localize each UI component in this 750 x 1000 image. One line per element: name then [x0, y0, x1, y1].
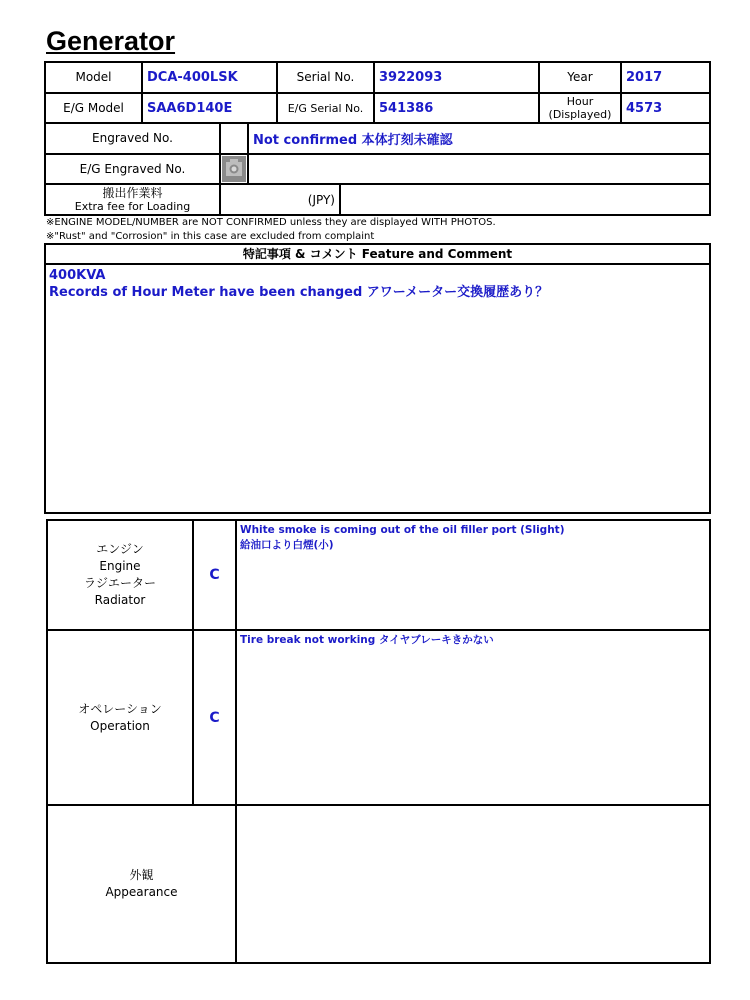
year-value: 2017 [621, 62, 710, 93]
operation-label [47, 630, 193, 805]
page-title: Generator [46, 26, 176, 56]
hour-label-line1: Hour [566, 95, 594, 108]
operation-en: Operation [90, 718, 150, 733]
operation-comment-line: Tire break not working タイヤブレーキきかない [240, 634, 494, 646]
eg-model-label: E/G Model [45, 93, 142, 123]
eg-engraved-label: E/G Engraved No. [45, 154, 220, 184]
hour-label [539, 93, 621, 123]
eg-engraved-photo-cell[interactable] [220, 154, 248, 184]
feature-header: 特記事項 & コメント Feature and Comment [45, 244, 710, 264]
feature-line-2: Records of Hour Meter have been changed アワーメーター交換履歴あり？ [49, 285, 549, 300]
loading-unit: (JPY) [307, 192, 335, 207]
model-label: Model [45, 62, 142, 93]
appearance-en: Appearance [105, 885, 178, 899]
feature-body [45, 264, 710, 513]
eg-serial-label: E/G Serial No. [277, 93, 374, 123]
eg-engraved-value [248, 154, 710, 184]
engine-en: Engine [99, 559, 141, 573]
feature-line-1: 400KVA [49, 268, 106, 283]
eg-serial-value: 541386 [374, 93, 539, 123]
loading-blank [340, 184, 710, 215]
hour-value: 4573 [621, 93, 710, 123]
engine-comment [236, 520, 710, 630]
serial-label: Serial No. [277, 62, 374, 93]
engine-grade: C [193, 520, 236, 630]
operation-grade: C [193, 630, 236, 805]
eg-model-value: SAA6D140E [142, 93, 277, 123]
loading-label [45, 184, 220, 215]
engraved-label: Engraved No. [45, 123, 220, 154]
engraved-value: Not confirmed 本体打刻未確認 [248, 123, 710, 154]
hour-label-line2: (Displayed) [548, 108, 612, 121]
year-label: Year [539, 62, 621, 93]
note-line-1: ※ENGINE MODEL/NUMBER are NOT CONFIRMED unless they are displayed WITH PHOTOS. [46, 217, 496, 228]
operation-comment [236, 630, 710, 805]
radiator-en: Radiator [94, 593, 146, 607]
model-value: DCA-400LSK [142, 62, 277, 93]
engine-comment-line-2: 給油口より白煙(小) [240, 539, 334, 551]
engine-jp: エンジン [96, 542, 144, 556]
serial-value: 3922093 [374, 62, 539, 93]
engine-comment-line-1: White smoke is coming out of the oil filler port (Slight) [240, 524, 565, 536]
engine-radiator-label [47, 520, 193, 630]
loading-fee-cell [220, 184, 340, 215]
camera-icon[interactable] [222, 156, 246, 182]
loading-label-en: Extra fee for Loading [74, 199, 191, 213]
note-line-2: ※"Rust" and "Corrosion" in this case are excluded from complaint [46, 231, 375, 242]
operation-jp: オペレーション [78, 701, 162, 716]
appearance-jp: 外観 [129, 868, 154, 882]
radiator-jp: ラジエーター [83, 576, 156, 590]
loading-label-jp: 搬出作業料 [102, 185, 163, 200]
appearance-comment [236, 805, 710, 963]
appearance-label [47, 805, 236, 963]
engraved-photo-cell [220, 123, 248, 154]
